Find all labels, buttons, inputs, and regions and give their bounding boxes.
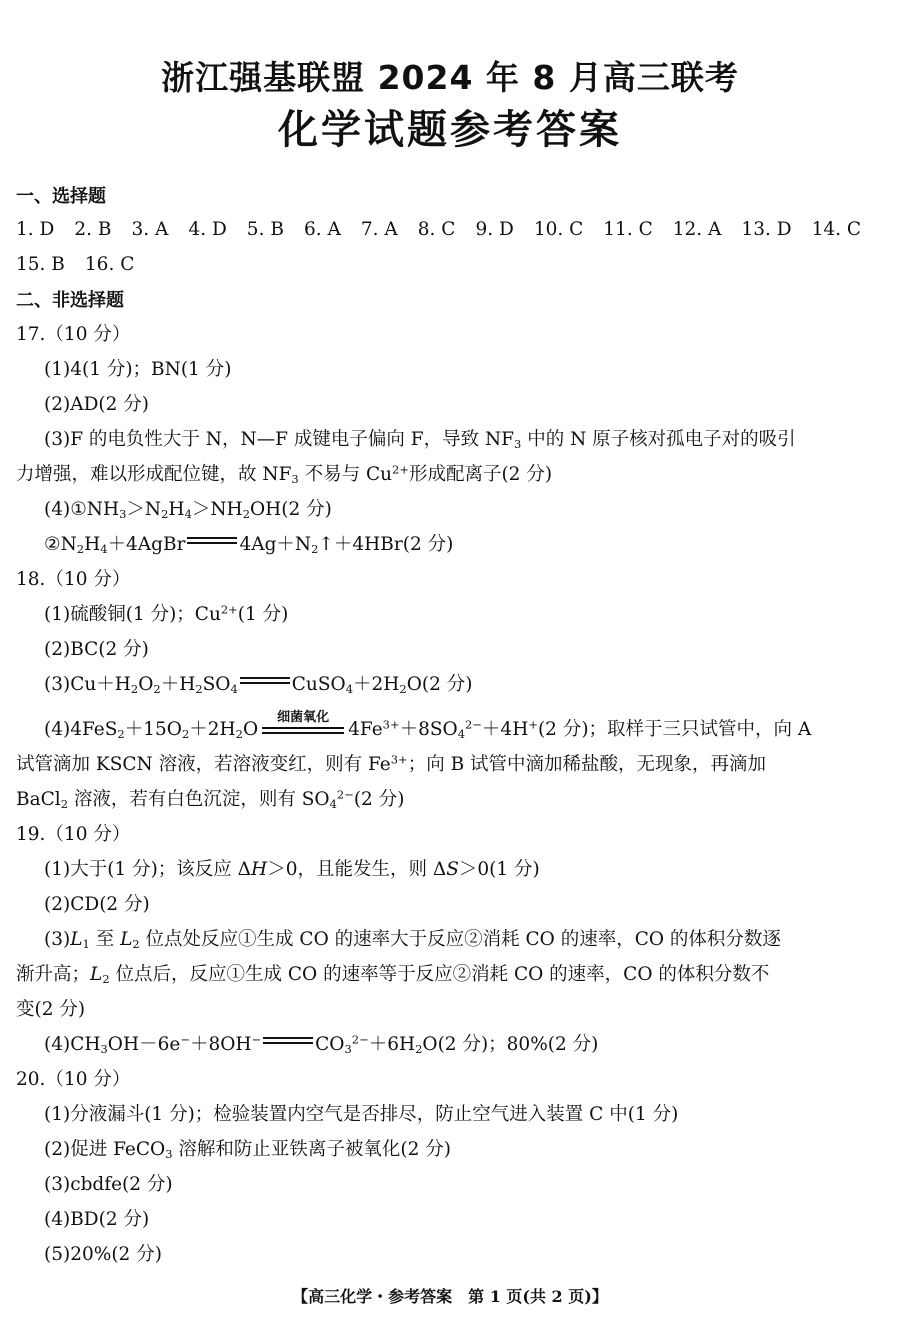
mc-answer: 15. B <box>16 254 65 275</box>
q19-part2: (2)CD(2 分) <box>44 894 150 915</box>
q18-part1: (1)硫酸铜(1 分)；$Cu^{2+}(1$ 分) <box>44 602 289 625</box>
mc-answer: 10. C <box>533 219 584 240</box>
mc-answer: 11. C <box>603 219 653 240</box>
mc-answer: 5. B <box>246 219 284 240</box>
page-footer: 【高三化学・参考答案 第 1 页(共 2 页)】 <box>292 1287 608 1306</box>
section-heading-multiple-choice: 一、选择题 <box>16 186 106 207</box>
q18-part3: $(3)Cu+H_2O_2+H_2SO_4$ $CuSO_4+2H_2O(2$ 分) <box>44 674 473 696</box>
q19-title: 19.（10 分） <box>16 824 131 845</box>
mc-answers-row-2 <box>16 252 154 278</box>
mc-answers-row-1 <box>16 217 881 243</box>
mc-answer: 9. D <box>475 219 514 240</box>
mc-answer: 7. A <box>360 219 398 240</box>
q19-part3-line2: 渐升高；$L_2$ 位点后，反应①生成 CO 的速率等于反应②消耗 CO 的速率，CO 的体积分数不 <box>16 964 770 986</box>
q20-part2: (2)促进 FeCO$_3$ 溶解和防止亚铁离子被氧化(2 分) <box>44 1139 451 1161</box>
q20-part1: (1)分液漏斗(1 分)；检验装置内空气是否排尽，防止空气进入装置 C 中(1 分) <box>44 1104 679 1125</box>
q18-part4-line3: BaCl$_2$ 溶液，若有白色沉淀，则有 $SO_4^{2-}(2$ 分) <box>16 787 405 811</box>
equals-sign-icon <box>187 537 237 544</box>
q18-part4-line2: 试管滴加 KSCN 溶液，若溶液变红，则有 $Fe^{3+}$；向 B 试管中滴加稀盐酸，无现象，再滴加 <box>16 752 767 775</box>
q19-part4: $(4)CH_3OH-6e^-+8OH^-$ $CO_3^{2-}+6H_2O(2$ 分)；80%(2 分) <box>44 1032 599 1056</box>
q17-part3-line1: (3)F 的电负性大于 N，N—F 成键电子偏向 F，导致 $NF_3$ 中的 N 原子核对孤电子对的吸引 <box>44 429 796 451</box>
mc-answer: 8. C <box>417 219 456 240</box>
q17-part1: (1)4(1 分)；BN(1 分) <box>44 359 232 380</box>
exam-title: 浙江强基联盟 2024 年 8 月高三联考 <box>161 58 739 97</box>
q20-title: 20.（10 分） <box>16 1069 131 1090</box>
q17-title: 17.（10 分） <box>16 324 131 345</box>
reaction-condition: 细菌氧化 <box>260 717 346 737</box>
q17-part3-line2: 力增强，难以形成配位键，故 $NF_3$ 不易与 $Cu^{2+}$形成配离子(2 分) <box>16 462 553 486</box>
q17-part2: (2)AD(2 分) <box>44 394 149 415</box>
mc-answer: 4. D <box>188 219 227 240</box>
q19-part3-line1: $(3)L_1$ 至 $L_2$ 位点处反应①生成 CO 的速率大于反应②消耗 CO 的速率，CO 的体积分数逐 <box>44 929 781 951</box>
equals-sign-icon <box>240 677 290 684</box>
q18-title: 18.（10 分） <box>16 569 131 590</box>
mc-answer: 6. A <box>303 219 341 240</box>
mc-answer: 1. D <box>16 219 55 240</box>
q20-part4: (4)BD(2 分) <box>44 1209 150 1230</box>
q19-part1: (1)大于(1 分)；该反应 ΔH＞0，且能发生，则 ΔS＞0(1 分) <box>44 859 540 880</box>
mc-answer: 13. D <box>741 219 792 240</box>
section-heading-free-response: 二、非选择题 <box>16 290 124 311</box>
mc-answer: 2. B <box>74 219 112 240</box>
q17-part4: $(4)①NH_3>N_2H_4>NH_2OH(2$ 分) <box>44 499 332 521</box>
q18-part2: (2)BC(2 分) <box>44 639 149 660</box>
mc-answer: 12. A <box>672 219 722 240</box>
q20-part5: (5)20%(2 分) <box>44 1244 162 1265</box>
mc-answer: 16. C <box>84 254 135 275</box>
equals-sign-icon <box>263 1037 313 1044</box>
mc-answer: 14. C <box>811 219 862 240</box>
q18-part4-line1: $(4)4FeS_2+15O_2+2H_2O$ 细菌氧化 $4Fe^{3+}+8SO_4^{2-}+4H^+(2$ 分)；取样于三只试管中，向 A <box>44 710 812 741</box>
q20-part3: (3)cbdfe(2 分) <box>44 1174 173 1195</box>
answer-key-title: 化学试题参考答案 <box>278 107 622 153</box>
mc-answer: 3. A <box>131 219 169 240</box>
q19-part3-line3: 变(2 分) <box>16 999 86 1020</box>
q17-part4-equation: $②N_2H_4+4AgBr$ $4Ag+N_2↑+4HBr(2$ 分) <box>44 534 454 556</box>
